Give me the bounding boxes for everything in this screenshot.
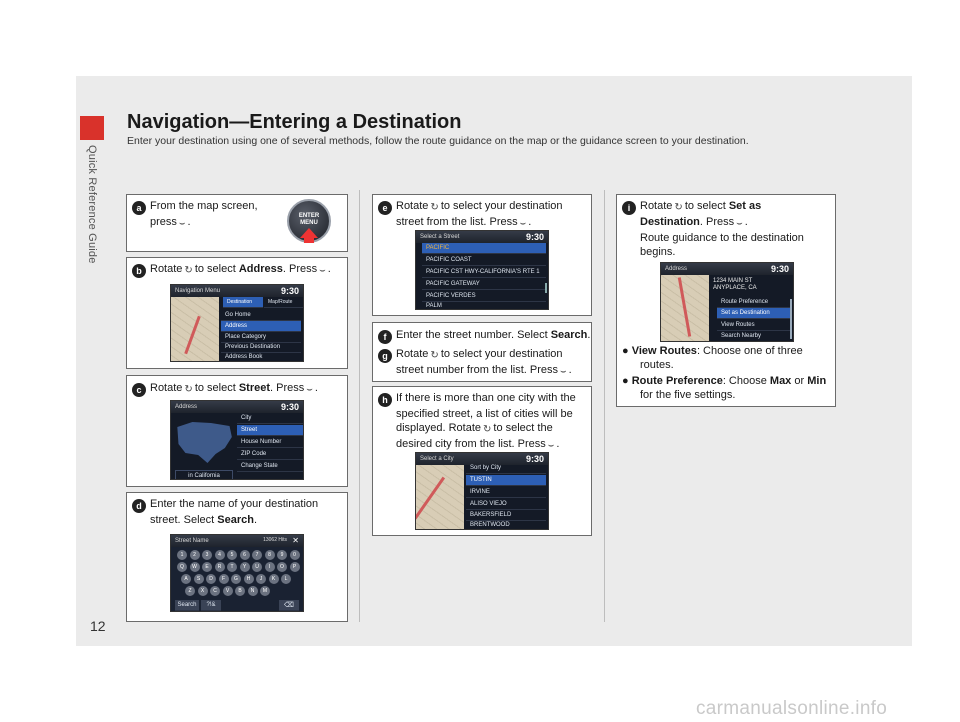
press-arrow-stem	[304, 237, 314, 243]
step-e-text: e Rotate ↻ to select your destination street from the list. Press ⌣ .	[378, 199, 590, 231]
key-u[interactable]: U	[252, 562, 262, 572]
menu-item-house-number[interactable]: House Number	[237, 437, 303, 448]
press-knob-icon: ⌣	[560, 366, 567, 377]
key-w[interactable]: W	[190, 562, 200, 572]
step-h-text: h If there is more than one city with the specified street, a list of cities will be displayed. Rotate ↻ to select the desired city from the list. Press ⌣ .	[378, 391, 590, 453]
bullet-icon: ●	[622, 345, 629, 357]
screen-clock: 9:30	[280, 402, 299, 412]
page-title: Navigation—Entering a Destination	[127, 111, 462, 133]
key-q[interactable]: Q	[177, 562, 187, 572]
screen-clock: 9:30	[280, 286, 299, 296]
rotate-knob-icon: ↻	[483, 424, 492, 435]
key-2[interactable]: 2	[190, 550, 200, 560]
key-5[interactable]: 5	[227, 550, 237, 560]
key-j[interactable]: J	[256, 574, 266, 584]
key-v[interactable]: V	[223, 586, 233, 596]
screen-header: Navigation Menu	[171, 285, 303, 297]
watermark: carmanualsonline.info	[696, 698, 888, 719]
key-c[interactable]: C	[210, 586, 220, 596]
key-z[interactable]: Z	[185, 586, 195, 596]
press-knob-icon: ⌣	[178, 218, 186, 229]
key-g[interactable]: G	[231, 574, 241, 584]
key-m[interactable]: M	[260, 586, 270, 596]
keyboard-screen	[170, 534, 304, 612]
screen-clock: 9:30	[770, 264, 789, 274]
rotate-knob-icon: ↻	[430, 202, 439, 213]
key-0[interactable]: 0	[290, 550, 300, 560]
key-x[interactable]: X	[198, 586, 208, 596]
select-street-screen	[415, 230, 549, 310]
key-l[interactable]: L	[281, 574, 291, 584]
list-item-city[interactable]: TUSTIN	[466, 475, 546, 486]
menu-item-city[interactable]: City	[237, 413, 303, 424]
state-footer: in California	[175, 470, 233, 480]
symbol-mode-button[interactable]: ?!&	[201, 600, 221, 611]
map-preview	[416, 465, 464, 530]
press-knob-icon: ⌣	[519, 218, 527, 229]
list-scrollbar[interactable]	[545, 283, 547, 293]
menu-item-change-state[interactable]: Change State	[237, 461, 303, 472]
list-scrollbar[interactable]	[790, 299, 792, 339]
key-h[interactable]: H	[244, 574, 254, 584]
screen-header: Address	[661, 263, 793, 275]
list-item-street[interactable]: PACIFIC VERDES	[422, 291, 546, 302]
key-6[interactable]: 6	[240, 550, 250, 560]
section-tab	[80, 116, 104, 140]
destination-address-line1: 1234 MAIN ST	[713, 278, 753, 284]
step-f-text: f Enter the street number. Select Search.	[378, 328, 590, 344]
destination-screen	[660, 262, 794, 342]
screen-clock: 9:30	[525, 454, 544, 464]
rotate-knob-icon: ↻	[674, 202, 683, 213]
key-3[interactable]: 3	[202, 550, 212, 560]
step-c-text: c Rotate ↻ to select Street. Press ⌣ .	[132, 381, 348, 397]
key-p[interactable]: P	[290, 562, 300, 572]
press-knob-icon: ⌣	[547, 440, 555, 451]
list-item-city[interactable]: BAKERSFIELD	[466, 510, 546, 521]
key-1[interactable]: 1	[177, 550, 187, 560]
bullet-route-preference: ● Route Preference: Choose Max or Min for the five settings.	[622, 375, 827, 401]
list-item-city[interactable]: IRVINE	[466, 487, 546, 498]
list-item-city[interactable]: ALISO VIEJO	[466, 499, 546, 510]
set-as-destination-button[interactable]: Set as Destination	[717, 308, 791, 319]
nav-menu-screen	[170, 284, 304, 362]
backspace-icon[interactable]: ⌫	[279, 600, 299, 611]
press-knob-icon: ⌣	[319, 265, 326, 276]
press-knob-icon: ⌣	[306, 384, 313, 395]
tab-map-route[interactable]: Map/Route	[264, 297, 304, 308]
key-y[interactable]: Y	[240, 562, 250, 572]
rotate-knob-icon: ↻	[184, 265, 193, 276]
key-f[interactable]: F	[219, 574, 229, 584]
column-divider-right	[604, 190, 605, 622]
route-preference-button[interactable]: Route Preference	[717, 297, 791, 308]
select-city-screen	[415, 452, 549, 530]
menu-item-street[interactable]: Street	[237, 425, 303, 436]
menu-item-address[interactable]: Address	[221, 321, 301, 332]
menu-item-place-category[interactable]: Place Category	[221, 332, 301, 343]
key-o[interactable]: O	[277, 562, 287, 572]
screen-header: Select a Street	[416, 231, 548, 243]
search-nearby-button[interactable]: Search Nearby	[717, 331, 791, 342]
press-knob-icon: ⌣	[736, 218, 743, 229]
key-8[interactable]: 8	[265, 550, 275, 560]
key-t[interactable]: T	[227, 562, 237, 572]
list-item-street[interactable]: PACIFIC COAST	[422, 255, 546, 266]
key-e[interactable]: E	[202, 562, 212, 572]
key-r[interactable]: R	[215, 562, 225, 572]
hit-count: 13062 Hits	[263, 537, 287, 543]
key-a[interactable]: A	[181, 574, 191, 584]
us-map-image	[175, 417, 233, 467]
key-d[interactable]: D	[206, 574, 216, 584]
tab-destination[interactable]: Destination	[223, 297, 263, 308]
destination-address-line2: ANYPLACE, CA	[713, 285, 757, 291]
list-item-street[interactable]: PACIFIC GATEWAY	[422, 279, 546, 290]
step-g-text: g Rotate ↻ to select your destination street number from the list. Press ⌣ .	[378, 347, 590, 379]
key-9[interactable]: 9	[277, 550, 287, 560]
screen-header: Street Name	[171, 535, 303, 547]
search-button[interactable]: Search	[175, 600, 199, 611]
address-screen	[170, 400, 304, 480]
page-subtitle: Enter your destination using one of several methods, follow the route guidance on the map or the guidance screen to your destination.	[127, 135, 749, 147]
bullet-icon: ●	[622, 375, 629, 387]
view-routes-button[interactable]: View Routes	[717, 320, 791, 331]
step-i-text: i Rotate ↻ to select Set as Destination. Press ⌣ . Route guidance to the destination begins.	[622, 199, 834, 259]
list-item-city[interactable]: BRENTWOOD	[466, 520, 546, 530]
screen-header: Select a City	[416, 453, 548, 465]
menu-item-go-home[interactable]: Go Home	[221, 310, 301, 321]
list-item-street[interactable]: PACIFIC	[422, 243, 546, 254]
menu-item-address-book[interactable]: Address Book	[221, 352, 301, 362]
step-a-number: a	[132, 201, 146, 215]
page-number: 12	[90, 618, 106, 634]
enter-menu-label: ENTER MENU	[298, 213, 320, 226]
menu-item-previous-destination[interactable]: Previous Destination	[221, 342, 301, 353]
menu-item-zip-code[interactable]: ZIP Code	[237, 449, 303, 460]
list-item-street[interactable]: PALM	[422, 301, 546, 310]
list-item-street[interactable]: PACIFIC CST HWY-CALIFORNIA'S RTE 1	[422, 267, 546, 278]
key-i[interactable]: I	[265, 562, 275, 572]
key-n[interactable]: N	[248, 586, 258, 596]
step-d-text: d Enter the name of your destination street. Select Search.	[132, 497, 348, 527]
bullet-view-routes: ● View Routes: Choose one of three routes.	[622, 345, 803, 371]
key-4[interactable]: 4	[215, 550, 225, 560]
sort-by-city-button[interactable]: Sort by City	[466, 463, 546, 474]
key-b[interactable]: B	[235, 586, 245, 596]
close-icon[interactable]: ✕	[292, 536, 299, 545]
key-7[interactable]: 7	[252, 550, 262, 560]
step-b-text: b Rotate ↻ to select Address. Press ⌣ .	[132, 262, 348, 278]
rotate-knob-icon: ↻	[430, 350, 439, 361]
key-k[interactable]: K	[269, 574, 279, 584]
screen-header: Address	[171, 401, 303, 413]
key-s[interactable]: S	[194, 574, 204, 584]
rotate-knob-icon: ↻	[184, 384, 193, 395]
step-a-text: a From the map screen, press ⌣ .	[132, 199, 282, 231]
side-label: Quick Reference Guide	[86, 145, 98, 264]
column-divider-left	[359, 190, 360, 622]
screen-clock: 9:30	[525, 232, 544, 242]
